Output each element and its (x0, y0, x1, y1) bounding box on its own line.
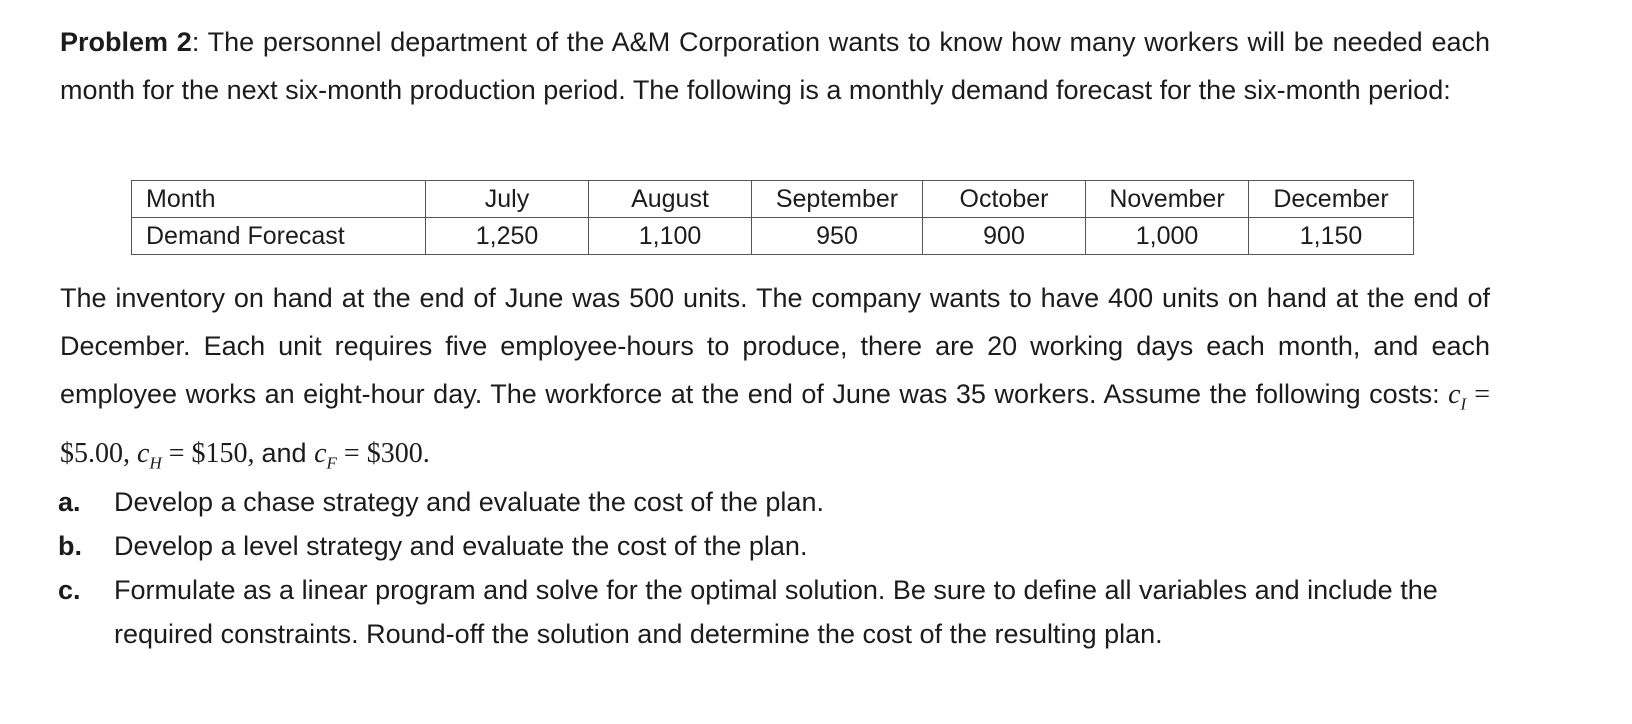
cost-firing (314, 437, 430, 473)
forecast-cell: 950 (752, 218, 923, 255)
problem-intro-text: : The personnel department of the A&M Corporation wants to know how many workers will be needed each month for the next six-month production period. The following is a monthly demand forecast for the six-month period: (60, 27, 1490, 105)
body-text: The inventory on hand at the end of June was 500 units. The company wants to have 400 units on hand at the end of December. Each unit requires five employee-hours to produce, there are 20 working days each month, and each employee works an eight-hour day. The workforce at the end of June was 35 workers. Assume the following costs: (60, 283, 1490, 409)
item-text: Formulate as a linear program and solve for the optimal solution. Be sure to define all variables and include the required constraints. Round-off the solution and determine the cost of the resulting plan. (114, 575, 1438, 649)
row-label-demand: Demand Forecast (132, 218, 426, 255)
month-cell: September (752, 181, 923, 218)
item-marker: b. (58, 531, 82, 561)
problem-label: Problem 2 (60, 27, 192, 57)
month-cell: November (1086, 181, 1249, 218)
month-cell: August (589, 181, 752, 218)
body-paragraph (60, 274, 1490, 487)
item-marker: c. (58, 575, 81, 605)
item-text: Develop a level strategy and evaluate the cost of the plan. (114, 531, 808, 561)
cost-f-value: = $300. (336, 437, 430, 469)
demand-forecast-table (131, 180, 1414, 255)
problem-intro (60, 18, 1490, 114)
month-cell: December (1249, 181, 1414, 218)
cost-h-var: c (137, 437, 150, 469)
list-item (58, 480, 1488, 524)
month-cell: July (426, 181, 589, 218)
cost-i-value: = $5.00, (60, 379, 1490, 469)
forecast-cell: 900 (923, 218, 1086, 255)
forecast-cell: 1,250 (426, 218, 589, 255)
cost-i-var: c (1448, 379, 1461, 410)
table-row-month (132, 181, 1414, 218)
cost-h-sub: H (149, 453, 162, 473)
cost-i-sub: I (1460, 394, 1467, 414)
list-item (58, 568, 1488, 656)
cost-f-sub: F (326, 453, 337, 473)
question-list (58, 480, 1488, 656)
cost-f-var: c (314, 437, 327, 469)
cost-h-value: = $150, (161, 437, 262, 469)
forecast-cell: 1,000 (1086, 218, 1249, 255)
month-cell: October (923, 181, 1086, 218)
table-row-demand (132, 218, 1414, 255)
row-label-month: Month (132, 181, 426, 218)
forecast-cell: 1,100 (589, 218, 752, 255)
list-item (58, 524, 1488, 568)
item-marker: a. (58, 487, 81, 517)
forecast-cell: 1,150 (1249, 218, 1414, 255)
item-text: Develop a chase strategy and evaluate the cost of the plan. (114, 487, 824, 517)
and-text: and (261, 437, 315, 468)
